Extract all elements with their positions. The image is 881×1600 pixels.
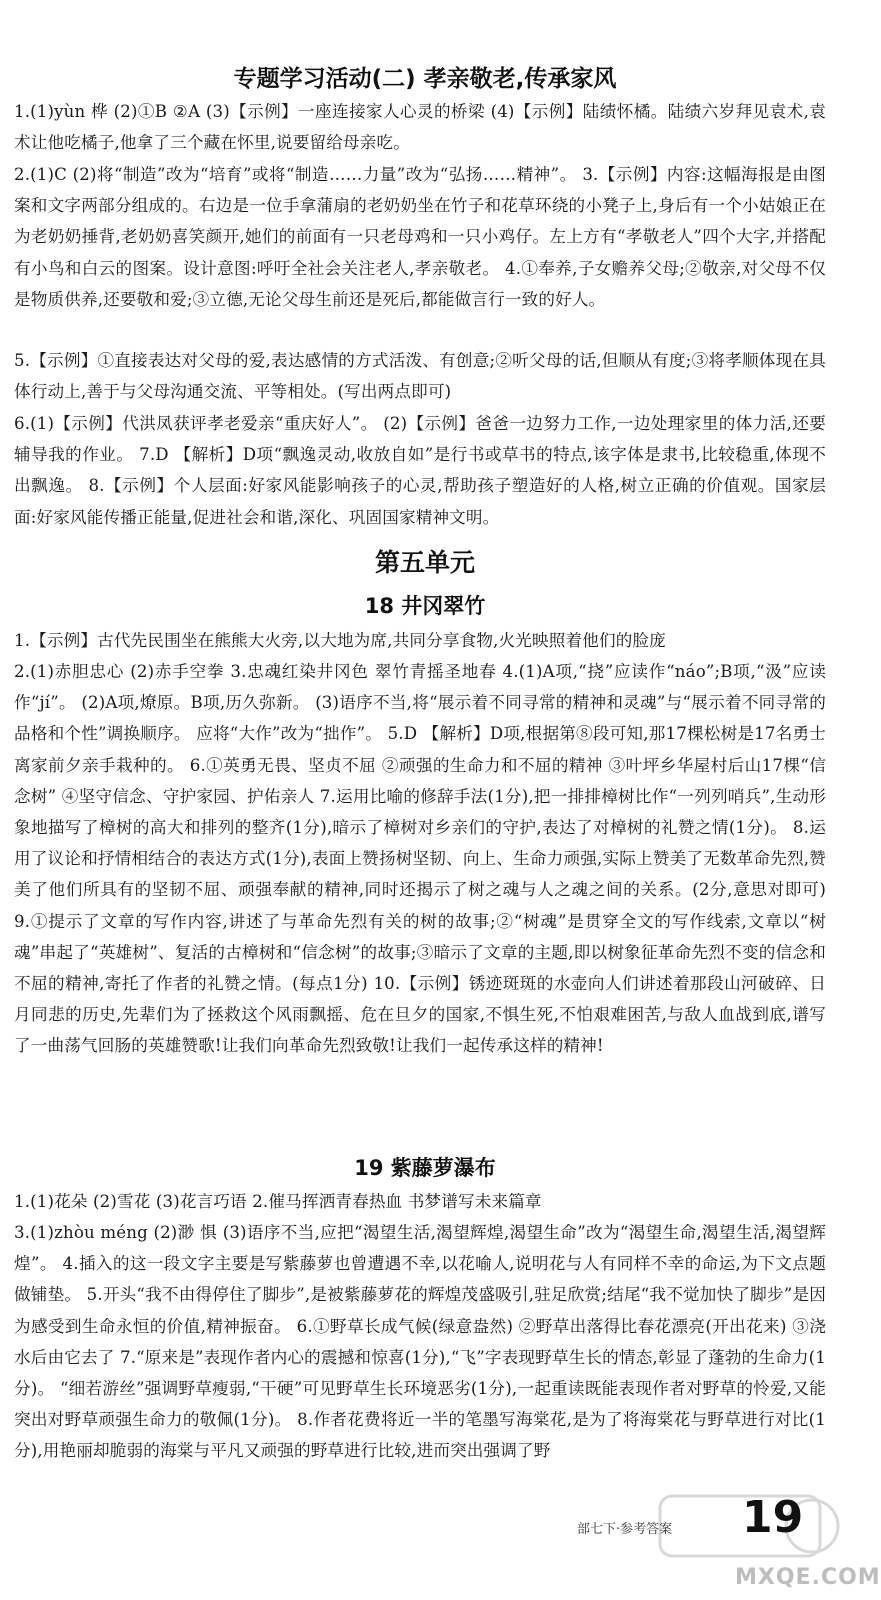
lesson-18-title: 18 井冈翠竹	[364, 594, 486, 618]
footer-label: 部七下·参考答案	[577, 1522, 673, 1537]
page-number: 19	[742, 1492, 804, 1543]
unit-title: 第五单元	[374, 548, 475, 577]
activity-answer-2: 2.(1)C (2)将“制造”改为“培育”或将“制造……力量”改为“弘扬……精神”。 3.【示例】内容:这幅海报是由图案和文字两部分组成的。右边是一位手拿蒲扇的老奶奶坐在竹子和花草环绕的小凳子上,身后有一个小姑娘正在为老奶奶捶背,老奶奶喜笑颜开,她们的前面有一只老母鸡和一只小鸡仔。左上方有“孝敬老人”四个大字,并搭配有小鸟和白云的图案。设计意图:呼吁全社会关注老人,孝亲敬老。 4.①奉养,子女赡养父母;②敬亲,对父母不仅是物质供养,还要敬和爱;③立德,无论父母生前还是死后,都能做言行一致的好人。	[14, 165, 826, 309]
activity-answer-5: 5.【示例】①直接表达对父母的爱,表达感情的方式活泼、有创意;②听父母的话,但顺从有度;③将孝顺体现在具体行动上,善于与父母沟通交流、平等相处。(写出两点即可)	[14, 351, 826, 402]
activity-answer-6: 6.(1)【示例】代洪凤获评孝老爱亲“重庆好人”。 (2)【示例】爸爸一边努力工作,一边处理家里的体力活,还要辅导我的作业。 7.D 【解析】D项“飘逸灵动,收放自如”是行书或草书的特点,该字体是隶书,比较稳重,体现不出飘逸。 8.【示例】个人层面:好家风能影响孩子的心灵,帮助孩子塑造好的人格,树立正确的价值观。国家层面:好家风能传播正能量,促进社会和谐,深化、巩固国家精神文明。	[14, 414, 826, 527]
lesson-19-title: 19 紫藤萝瀑布	[354, 1156, 496, 1180]
lesson-19-answers: 3.(1)zhòu méng (2)渺 惧 (3)语序不当,应把“渴望生活,渴望辉煌,渴望生命”改为“渴望生命,渴望生活,渴望辉煌”。 4.插入的这一段文字主要是写紫藤萝也曾遭遇不幸,以花喻人,说明花与人有同样不幸的命运,为下文点题做铺垫。 5.开头“我不由得停住了脚步”,是被紫藤萝花的辉煌茂盛吸引,驻足欣赏;结尾“我不觉加快了脚步”是因为感受到生命永恒的价值,精神振奋。 6.①野草长成气候(绿意盎然) ②野草出落得比春花漂亮(开出花来) ③浇水后由它去了 7.“原来是”表现作者内心的震撼和惊喜(1分),“飞”字表现野草生长的情态,彰显了蓬勃的生命力(1分)。 “细若游丝”强调野草瘦弱,“干硬”可见野草生长环境恶劣(1分),一起重读既能表现作者对野草的怜爱,又能突出对野草顽强生命力的敬佩(1分)。 8.作者花费将近一半的笔墨写海棠花,是为了将海棠花与野草进行对比(1分),用艳丽却脆弱的海棠与平凡又顽强的野草进行比较,进而突出强调了野	[14, 1223, 826, 1461]
watermark-text: MXQE.COM	[735, 1565, 881, 1590]
activity-answer-1: 1.(1)yùn 桦 (2)①B ②A (3)【示例】一座连接家人心灵的桥梁 (4)【示例】陆绩怀橘。陆绩六岁拜见袁术,袁术让他吃橘子,他拿了三个藏在怀里,说要留给母亲吃。	[14, 102, 826, 153]
lesson-18-answer-1: 1.【示例】古代先民围坐在熊熊大火旁,以大地为席,共同分享食物,火光映照着他们的脸庞	[14, 631, 666, 650]
lesson-19-answer-1: 1.(1)花朵 (2)雪花 (3)花言巧语 2.催马挥洒青春热血 书梦谱写未来篇章	[14, 1192, 542, 1211]
lesson-18-answers: 2.(1)赤胆忠心 (2)赤手空拳 3.忠魂红染井冈色 翠竹青摇圣地春 4.(1)A项,“挠”应读作“náo”;B项,“汲”应读作“jí”。 (2)A项,燎原。B项,历久弥新。 (3)语序不当,将“展示着不同寻常的精神和灵魂”与“展示着不同寻常的品格和个性”调换顺序。 应将“大作”改为“拙作”。 5.D 【解析】D项,根据第⑧段可知,那17棵松树是17名勇士离家前夕亲手栽种的。 6.①英勇无畏、坚贞不屈 ②顽强的生命力和不屈的精神 ③叶坪乡华屋村后山17棵“信念树” ④坚守信念、守护家园、护佑亲人 7.运用比喻的修辞手法(1分),把一排排樟树比作“一列列哨兵”,生动形象地描写了樟树的高大和排列的整齐(1分),暗示了樟树对乡亲们的守护,表达了对樟树的礼赞之情(1分)。 8.运用了议论和抒情相结合的表达方式(1分),表面上赞扬树坚韧、向上、生命力顽强,实际上赞美了无数革命先烈,赞美了他们所具有的坚韧不屈、顽强奉献的精神,同时还揭示了树之魂与人之魂之间的关系。(2分,意思对即可) 9.①提示了文章的写作内容,讲述了与革命先烈有关的树的故事;②“树魂”是贯穿全文的写作线索,文章以“树魂”串起了“英雄树”、复活的古樟树和“信念树”的故事;③暗示了文章的主题,即以树象征革命先烈不变的信念和不屈的精神,寄托了作者的礼赞之情。(每点1分) 10.【示例】锈迹斑斑的水壶向人们讲述着那段山河破碎、日月同悲的历史,先辈们为了拯救这个风雨飘摇、危在旦夕的国家,不惧生死,不怕艰难困苦,与敌人血战到底,谱写了一曲荡气回肠的英雄赞歌!让我们向革命先烈致敬!让我们一起传承这样的精神!	[14, 662, 826, 1056]
activity-title: 专题学习活动(二) 孝亲敬老,传承家风	[233, 66, 617, 92]
